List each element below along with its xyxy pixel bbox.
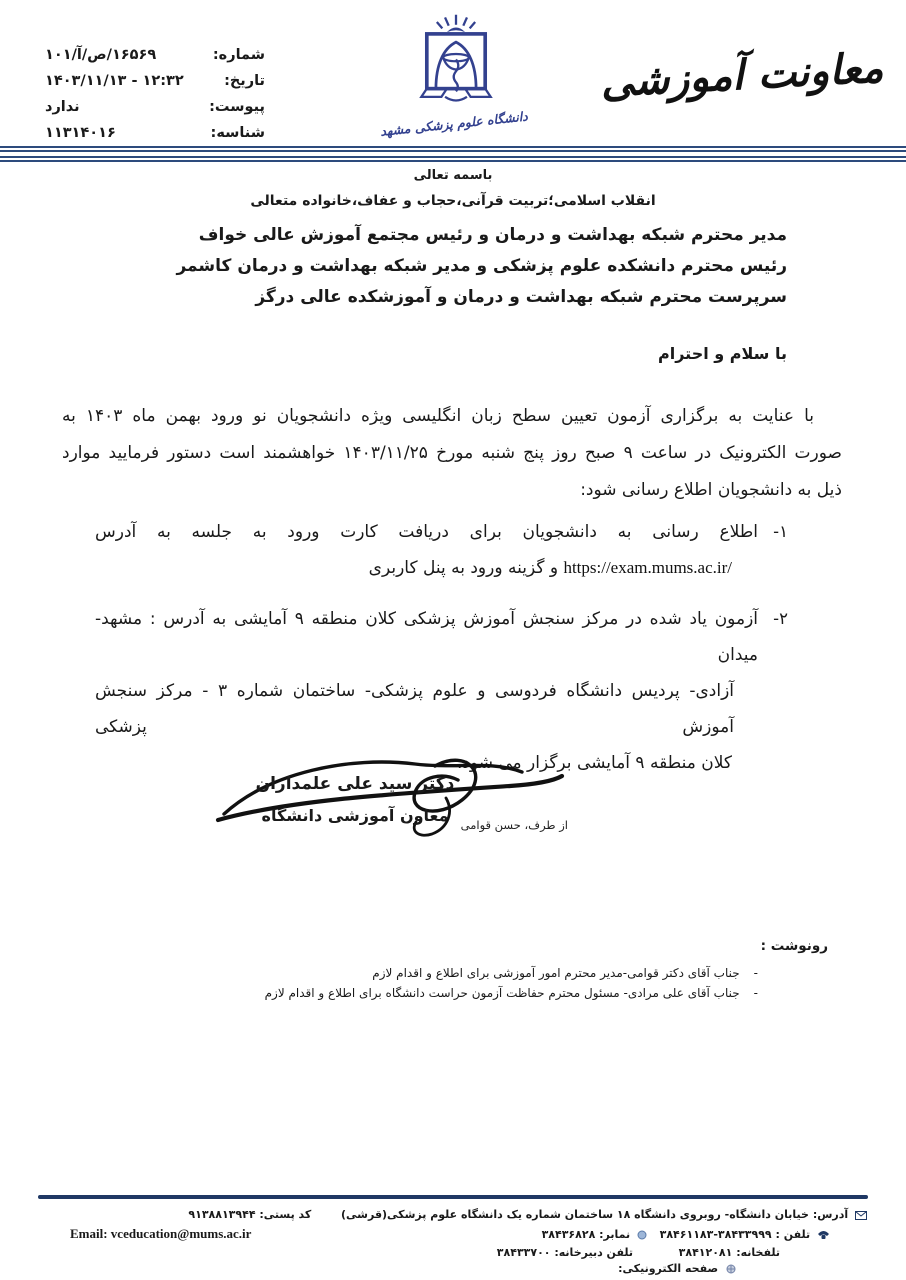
webpage-icon <box>725 1264 737 1277</box>
cc-section <box>60 938 828 1003</box>
fax-value: ۳۸۴۳۶۸۲۸ <box>541 1228 596 1241</box>
footer-fax <box>542 1228 647 1243</box>
item2-line3: کلان منطقه ۹ آمایشی برگزار می شود. <box>456 753 732 773</box>
year-slogan: انقلاب اسلامی؛تربیت قرآنی،حجاب و عفاف،خانواده متعالی <box>250 193 656 209</box>
addressee-line: سرپرست محترم شبکه بهداشت و درمان و آموزشکده عالی درگز <box>255 287 787 307</box>
basmala: باسمه تعالی <box>413 168 493 183</box>
footer-secretariat-phone <box>497 1246 633 1259</box>
footer-phone <box>660 1228 830 1243</box>
addressee-line: مدیر محترم شبکه بهداشت و درمان و رئیس مجتمع آموزش عالی خواف <box>198 225 787 245</box>
department-title: معاونت آموزشی <box>599 43 885 107</box>
switchboard-label: تلفخانه: <box>736 1246 780 1259</box>
phone-icon <box>817 1230 830 1243</box>
header-divider-line <box>0 146 906 148</box>
item2-line2: آزادی- پردیس دانشگاه فردوسی و علوم پزشکی- ساختمان شماره ۳ - مرکز سنجش آموزش پزشکی <box>95 681 735 737</box>
signer-name: دکتر سید علی علمداران <box>255 774 455 794</box>
meta-row-id <box>45 120 265 146</box>
addressee-line: رئیس محترم دانشکده علوم پزشکی و مدیر شبکه بهداشت و درمان کاشمر <box>176 256 787 276</box>
intro-paragraph <box>62 398 842 509</box>
item1-line1: اطلاع رسانی به دانشجویان برای دریافت کارت ورود به جلسه به آدرس <box>95 522 758 542</box>
header-divider-line <box>0 160 906 162</box>
footer-switchboard <box>679 1246 780 1259</box>
addressee-block <box>60 220 787 313</box>
cc-item <box>60 983 758 1003</box>
id-value: ۱۱۳۱۴۰۱۶ <box>45 125 116 141</box>
attachment-label: پیوست: <box>209 99 265 115</box>
secretariat-label: تلفن دبیرخانه: <box>554 1246 633 1259</box>
header-divider-line <box>0 156 906 158</box>
meta-row-number <box>45 42 265 68</box>
phone-value: ۳۸۴۳۳۹۹۹-۳۸۴۶۱۱۸۳ <box>659 1228 772 1241</box>
date-value: ۱۲:۳۲ - ۱۴۰۳/۱۱/۱۳ <box>45 73 184 89</box>
list-marker: ۱- <box>773 522 788 541</box>
footer-email[interactable]: Email: vceducation@mums.ac.ir <box>70 1226 252 1241</box>
handwritten-signature-icon <box>210 742 570 856</box>
cc-item-text: جناب آقای دکتر قوامی-مدیر محترم امور آموزشی برای اطلاع و اقدام لازم <box>372 966 740 980</box>
cc-dash: - <box>753 986 758 1000</box>
attachment-value: ندارد <box>45 99 80 115</box>
item1-line2 <box>95 550 732 586</box>
cc-dash: - <box>753 966 758 980</box>
cc-item <box>60 963 758 983</box>
meta-row-attachment <box>45 94 265 120</box>
cc-item-text: جناب آقای علی مرادی- مسئول محترم حفاظت آزمون حراست دانشگاه برای اطلاع و اقدام لازم <box>264 986 740 1000</box>
footer <box>0 1204 906 1274</box>
postal-code-value: ۹۱۳۸۸۱۳۹۴۴ <box>188 1208 256 1221</box>
exam-portal-link[interactable]: https://exam.mums.ac.ir/ <box>563 558 732 577</box>
meta-row-date <box>45 68 265 94</box>
fax-icon <box>637 1230 647 1243</box>
footer-webpage <box>618 1262 737 1277</box>
fax-label: نمابر: <box>599 1228 631 1241</box>
footer-address-row <box>188 1208 867 1223</box>
address-label: آدرس: <box>812 1208 849 1221</box>
number-label: شماره: <box>212 47 265 63</box>
list-marker: ۲- <box>773 609 788 628</box>
on-behalf-note: از طرف، حسن قوامی <box>460 818 568 832</box>
phone-label: تلفن : <box>775 1228 811 1241</box>
postal-code-label: کد پستی: <box>259 1208 312 1221</box>
list-item-1 <box>95 514 788 586</box>
university-logo <box>379 12 529 139</box>
address-icon <box>855 1210 867 1223</box>
switchboard-value: ۳۸۴۱۲۰۸۱ <box>678 1246 733 1259</box>
footer-divider-line <box>38 1195 868 1199</box>
date-label: تاریخ: <box>224 73 265 89</box>
address-value: خیابان دانشگاه- روبروی دانشگاه ۱۸ ساختمان شماره یک دانشگاه علوم پزشکی(قرشی) <box>341 1208 809 1221</box>
cc-heading: رونوشت : <box>760 938 828 954</box>
id-label: شناسه: <box>210 125 265 141</box>
intro-line: صورت الکترونیک در ساعت ۹ صبح روز پنج شنبه مورخ ۱۴۰۳/۱۱/۲۵ خواهشمند است دستور فرمایید موارد <box>62 443 842 463</box>
salutation: با سلام و احترام <box>658 344 787 363</box>
signature-block <box>220 742 568 862</box>
secretariat-value: ۳۸۴۳۳۷۰۰ <box>496 1246 551 1259</box>
intro-line: ذیل به دانشجویان اطلاع رسانی شود: <box>580 480 842 500</box>
webpage-label: صفحه الکترونیکی: <box>618 1262 719 1275</box>
item1-line2-text: و گزینه ورود به پنل کاربری <box>368 558 559 578</box>
signer-role: معاون آموزشی دانشگاه <box>261 806 449 825</box>
university-name: دانشگاه علوم پزشکی مشهد <box>379 108 529 139</box>
item2-line1: آزمون یاد شده در مرکز سنجش آموزش پزشکی کلان منطقه ۹ آمایشی به آدرس : مشهد- میدان <box>95 609 759 665</box>
header-divider-line <box>0 150 906 152</box>
letter-meta-fields <box>45 42 265 146</box>
intro-line: با عنایت به برگزاری آزمون تعیین سطح زبان انگلیسی ویژه دانشجویان نو ورود بهمن ماه ۱۴۰۳ به <box>62 406 814 426</box>
number-value: ۱۶۵۶۹/ص/آ/۱۰۱ <box>45 47 157 63</box>
